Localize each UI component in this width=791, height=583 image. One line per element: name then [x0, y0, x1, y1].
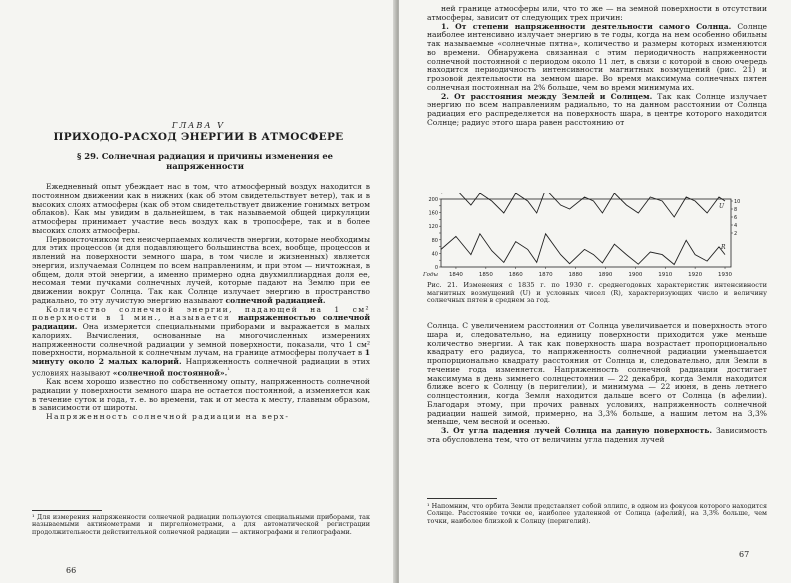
bold-term: солнечной радиацией.	[225, 295, 326, 305]
y-tick-label-left: 80	[431, 237, 438, 244]
paragraph: Ежедневный опыт убеждает нас в том, что атмосферный воздух находится в постоянном движении как в нижних (как об этом свидетельствует ветер), так и в высоких слоях атмосферы (как об этом свидетельствует движение гонимых ветром облаков). Как мы увидим в дальнейшем, в так называемой общей циркуляции атмосферы принимает участие весь воздух как в тропосфере, так и в более высоких слоях атмосферы.	[32, 182, 370, 235]
chapter-title: ПРИХОДО-РАСХОД ЭНЕРГИИ В АТМОСФЕРЕ	[53, 131, 344, 143]
page-number: 67	[739, 550, 750, 559]
page-number: 66	[66, 566, 77, 575]
x-tick-label: 1840	[448, 272, 463, 278]
series-u-line	[441, 193, 725, 217]
paragraph	[32, 236, 370, 306]
right-body-bottom	[427, 322, 767, 445]
y-tick-label-left: 160	[428, 210, 438, 217]
text-run: Солнце наиболее интенсивно излучает энергию в те годы, когда на нем особенно обильны так называемые «солнечные пятна», количество и размеры которых изменяются во времени. Обнаружена связанная с этим периодичность напряженности солнечной постоянной с периодом около 11 лет, в связи с которой в свою очередь находится периодичность интенсивности магнитных возмущений (рис. 21) и грозовой деятельности на земном шаре. Во время максимума солнечных пятен солнечная постоянная на 2% больше, чем во время минимума их.	[427, 21, 768, 92]
paragraph	[32, 306, 370, 379]
item-heading: 2. От расстояния между Землей и Солнцем.	[441, 91, 653, 101]
right-page	[399, 0, 791, 583]
right-body-top	[427, 5, 767, 128]
plot-frame	[441, 199, 731, 267]
x-tick-label: 1890	[598, 272, 613, 278]
bold-term: напряженностью солнечной радиации.	[32, 313, 371, 331]
axis-label-u: U	[719, 203, 725, 210]
x-tick-label: 1880	[568, 272, 583, 278]
y-tick-label-left: 0	[434, 265, 438, 271]
item-heading: 1. От степени напряженности деятельности самого Солнца.	[441, 21, 732, 31]
x-tick-label: 1850	[478, 272, 493, 278]
text-run: Напряженность солнечной радиации в этих условиях называют	[32, 357, 370, 378]
y-tick-label-left: 40	[431, 251, 438, 258]
y-tick-label-left: 120	[428, 224, 438, 231]
x-tick-label: 1910	[658, 272, 673, 278]
x-tick-label: 1900	[628, 272, 643, 278]
axis-label-r: R	[721, 244, 726, 251]
paragraph	[427, 427, 767, 445]
chapter-heading: ГЛАВА V	[171, 120, 226, 130]
y-tick-label-right: 6	[734, 215, 738, 221]
footnote-mark: ¹	[227, 366, 230, 374]
left-body	[32, 183, 370, 422]
y-tick-label-right: 2	[734, 231, 738, 237]
footnote-rule	[32, 510, 102, 511]
paragraph	[427, 93, 767, 128]
x-tick-label: 1870	[538, 272, 553, 278]
paragraph	[427, 23, 767, 93]
footnote: ¹ Для измерения напряженности солнечной радиации пользуются специальными приборами, так называемыми актинометрами и пиргелиометрами, а для автоматической регистрации продолжительности действительной солнечной радиации — актинографами и гелиографами.	[32, 513, 370, 536]
text-run: Она измеряется специальными приборами и выражается в малых калориях. Вычисления, основанные на многочисленных измерениях напряженности солнечной радиации у земной поверхности, показали, что 1 см² поверхности, нормальной к солнечным лучам, на границе атмосферы получает в	[32, 322, 370, 358]
x-tick-label: 1920	[688, 272, 703, 278]
bold-term: «солнечной постоянной».	[112, 368, 228, 378]
paragraph: Напряженность солнечной радиации на верх-	[46, 412, 290, 422]
text-run: Зависимость эта обусловлена тем, что от величины угла падения лучей	[427, 426, 767, 444]
item-heading: 3. От угла падения лучей Солнца на данную поверхность.	[441, 426, 713, 435]
x-tick-label: 1930	[718, 272, 733, 278]
figure-21-chart	[419, 193, 749, 285]
y-tick-label-left: 200	[428, 197, 438, 203]
bold-term: 1 минуту около 2 малых калорий.	[32, 348, 370, 366]
paragraph: Солнца. С увеличением расстояния от Солнца увеличивается и поверхность этого шара и, следовательно, на единицу поверхности приходится уже меньше количество энергии. А так как поверхность шара возрастает пропорционально квадрату его радиуса, то напряженность солнечной радиации уменьшается пропорционально квадрату расстояния от Солнца и, следовательно, для Земли в течение года изменяется. Напряженность солнечной радиации достигает максимума в день зимнего солнцестояния — 22 декабря, когда Земля находится ближе всего к Солнцу (в перигелии), и минимума — 22 июня, в день летнего солнцестояния, когда Земля находится дальше всего от Солнца (в афелии). Благодаря этому, при прочих равных условиях, напряженность солнечной радиации нашей зимой, примерно, на 3,3% больше, а нашим летом на 3,3% меньше, чем весной и осенью.	[427, 321, 767, 427]
footnote: ¹ Напомним, что орбита Земли представляет собой эллипс, в одном из фокусов которого находится Солнце. Расстояние точки ее, наиболее удаленной от Солнца (афелий), на 3,3% больше, чем точки, наиболее близкой к Солнцу (перигелий).	[427, 502, 767, 525]
text-run: Количество солнечной энергии, падающей на 1 см² поверхности в 1 мин., называется	[32, 304, 370, 323]
paragraph: ней границе атмосферы или, что то же — на земной поверхности в отсутствии атмосферы, зависит от следующих трех причин:	[427, 4, 767, 22]
x-tick-label: 1860	[508, 272, 523, 278]
y-tick-label-right: 8	[734, 207, 738, 213]
footnote-rule	[427, 498, 497, 499]
y-tick-label-right: 4	[734, 223, 738, 229]
y-tick-label-right: 10	[734, 199, 741, 205]
section-heading: § 29. Солнечная радиация и причины изменения ее напряженности	[76, 151, 334, 171]
figure-caption: Рис. 21. Изменения с 1835 г. по 1930 г. среднегодовых характеристик интенсивности магнитных возмущений (U) и условных чисел (R), характеризующих число и величину солнечных пятен в среднем за год.	[427, 281, 767, 305]
paragraph: Как всем хорошо известно по собственному опыту, напряженность солнечной радиации у поверхности земного шара не остается постоянной, а изменяется как в течение суток и года, т. е. во времени, так и от места к месту, главным образом, в зависимости от широты.	[32, 377, 370, 413]
x-axis-label: Годы	[423, 272, 438, 278]
series-r-line	[441, 234, 725, 265]
text-run: Так как Солнце излучает энергию по всем направлениям радиально, то на данном расстоянии от Солнца радиация его распределяется на поверхность шара, в центре которого находится Солнце; радиус этого шара равен расстоянию от	[427, 91, 767, 127]
text-run: Первоисточником тех неисчерпаемых количеств энергии, которые необходимы для этих процессов (и для подавляющего большинства всех, вообще, процессов и явлений на поверхности земного шара, в том числе и жизненных) является энергия, излучаемая Солнцем по всем направлениям, и при этом — ничтожная, в общем, доля этой энергии, а именно примерно одна двухмиллиардная доля ее, несомая теми пучками солнечных лучей, которые падают на Землю при ее движении вокруг Солнца. Так как Солнце излучает энергию в пространство радиально, то эту лучистую энергию называют	[32, 234, 370, 305]
